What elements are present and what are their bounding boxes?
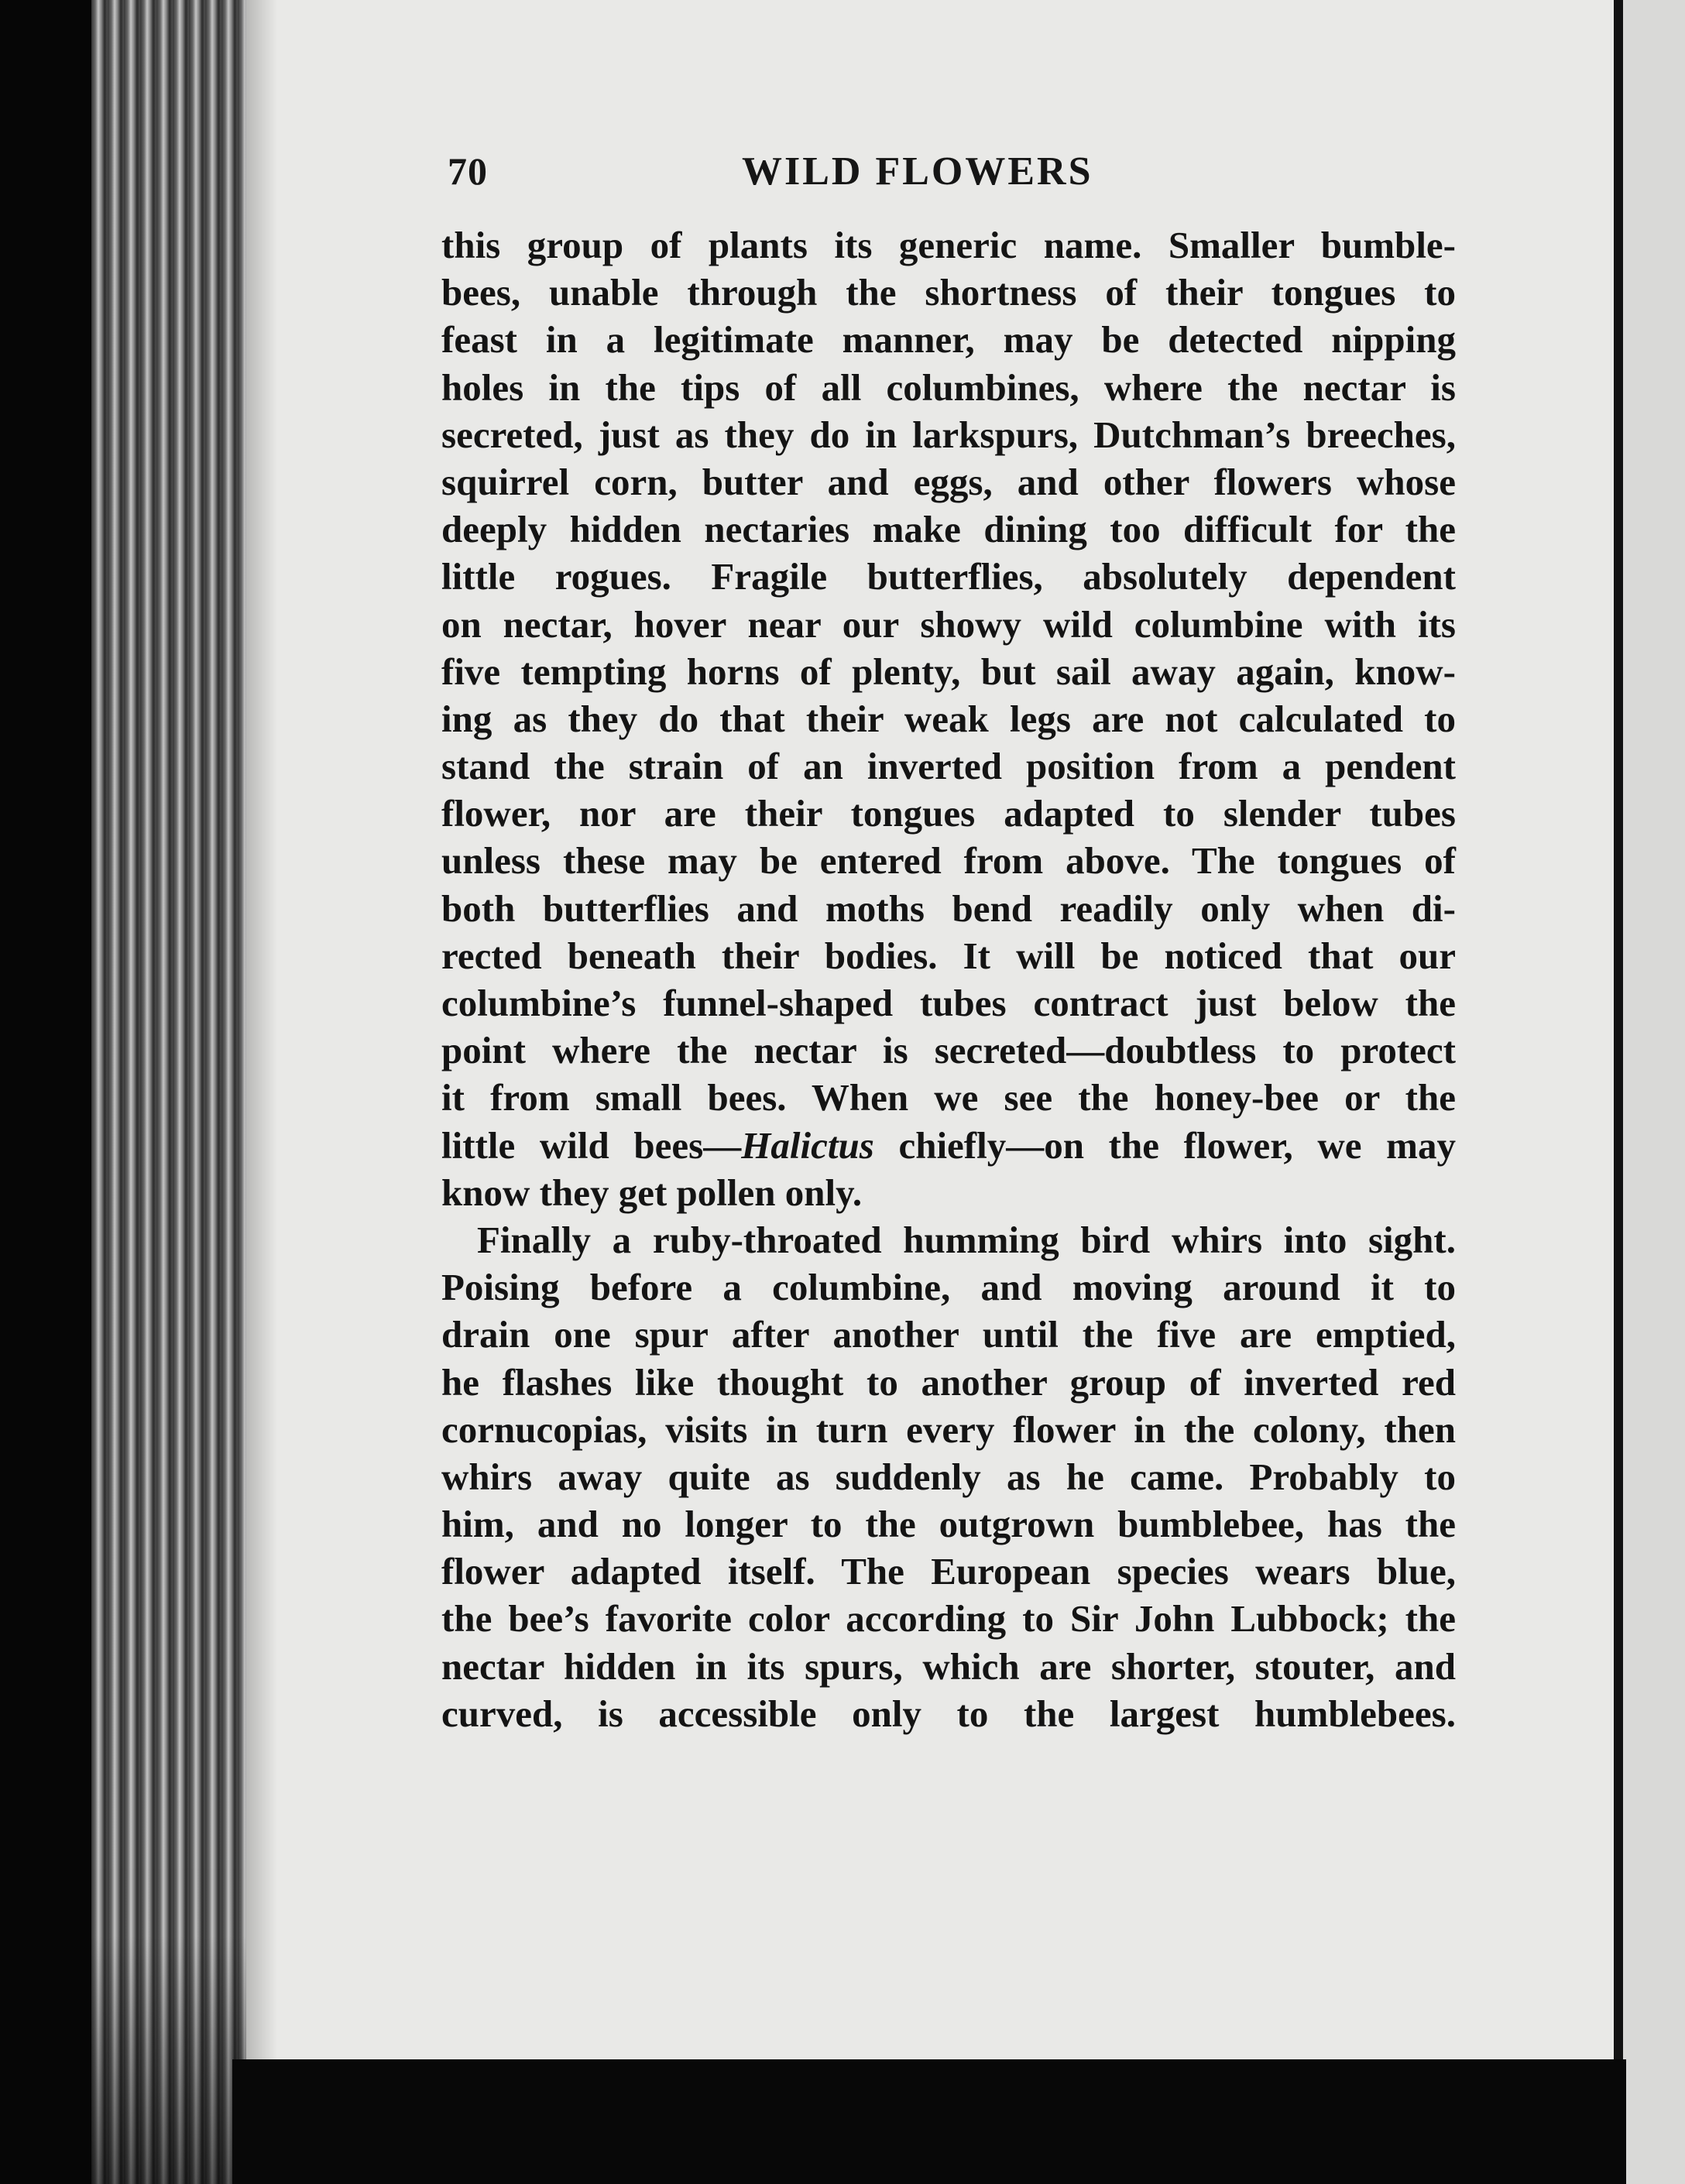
text-line: unless these may be entered from above. The tongues of (441, 839, 1456, 883)
running-title: WILD FLOWERS (742, 149, 1093, 194)
text-line: whirs away quite as suddenly as he came. Probably to (441, 1455, 1456, 1498)
text-line: him, and no longer to the outgrown bumblebee, has the (441, 1503, 1456, 1546)
bottom-shadow (232, 2059, 1626, 2184)
text-line: Finally a ruby-throated humming bird whirs into sight. (477, 1218, 1456, 1261)
text-line: flower, nor are their tongues adapted to slender tubes (441, 792, 1456, 835)
text-line-with-italic (441, 1122, 1456, 1169)
text-run: chiefly—on the flower, we may (873, 1123, 1456, 1167)
text-line: rected beneath their bodies. It will be noticed that our (441, 934, 1456, 977)
text-line: this group of plants its generic name. Smaller bumble- (441, 224, 1456, 266)
text-line: Poising before a columbine, and moving around it to (441, 1266, 1456, 1309)
facing-page-strip (1623, 0, 1685, 2184)
text-line: little rogues. Fragile butterflies, absolutely dependent (441, 555, 1456, 598)
text-line: flower adapted itself. The European species wears blue, (441, 1550, 1456, 1593)
book-gutter-edge (1614, 0, 1623, 2184)
text-line: five tempting horns of plenty, but sail away again, know- (441, 650, 1456, 693)
text-line: bees, unable through the shortness of their tongues to (441, 271, 1456, 314)
text-line: point where the nectar is secreted—doubtless to protect (441, 1029, 1456, 1072)
running-head (448, 149, 1446, 211)
text-line: on nectar, hover near our showy wild columbine with its (441, 602, 1456, 646)
text-line: he flashes like thought to another group of inverted red (441, 1360, 1456, 1404)
book-page-edges (91, 0, 258, 2184)
text-line: nectar hidden in its spurs, which are shorter, stouter, and (441, 1644, 1456, 1688)
text-run: little wild bees— (441, 1123, 742, 1167)
text-line: know they get pollen only. (441, 1171, 863, 1214)
page-number: 70 (448, 149, 488, 193)
italic-genus-name: Halictus (741, 1123, 874, 1167)
text-line: it from small bees. When we see the honey-bee or the (441, 1076, 1456, 1119)
text-line: secreted, just as they do in larkspurs, Dutchman’s breeches, (441, 413, 1456, 456)
text-line: deeply hidden nectaries make dining too difficult for the (441, 508, 1456, 551)
text-line: feast in a legitimate manner, may be detected nipping (441, 318, 1456, 362)
text-line: drain one spur after another until the five are emptied, (441, 1313, 1456, 1356)
text-line: ing as they do that their weak legs are not calculated to (441, 697, 1456, 740)
text-line: cornucopias, visits in turn every flower in the colony, then (441, 1407, 1456, 1451)
text-line: holes in the tips of all columbines, where the nectar is (441, 365, 1456, 409)
text-line: curved, is accessible only to the largest humblebees. (441, 1692, 1456, 1735)
text-line: the bee’s favorite color according to Sir John Lubbock; the (441, 1597, 1456, 1641)
body-text (441, 221, 1456, 1737)
text-line: stand the strain of an inverted position from a pendent (441, 745, 1456, 788)
text-line: squirrel corn, butter and eggs, and other flowers whose (441, 460, 1456, 503)
text-line: both butterflies and moths bend readily only when di- (441, 886, 1456, 930)
text-line: columbine’s funnel-shaped tubes contract just below the (441, 982, 1456, 1024)
